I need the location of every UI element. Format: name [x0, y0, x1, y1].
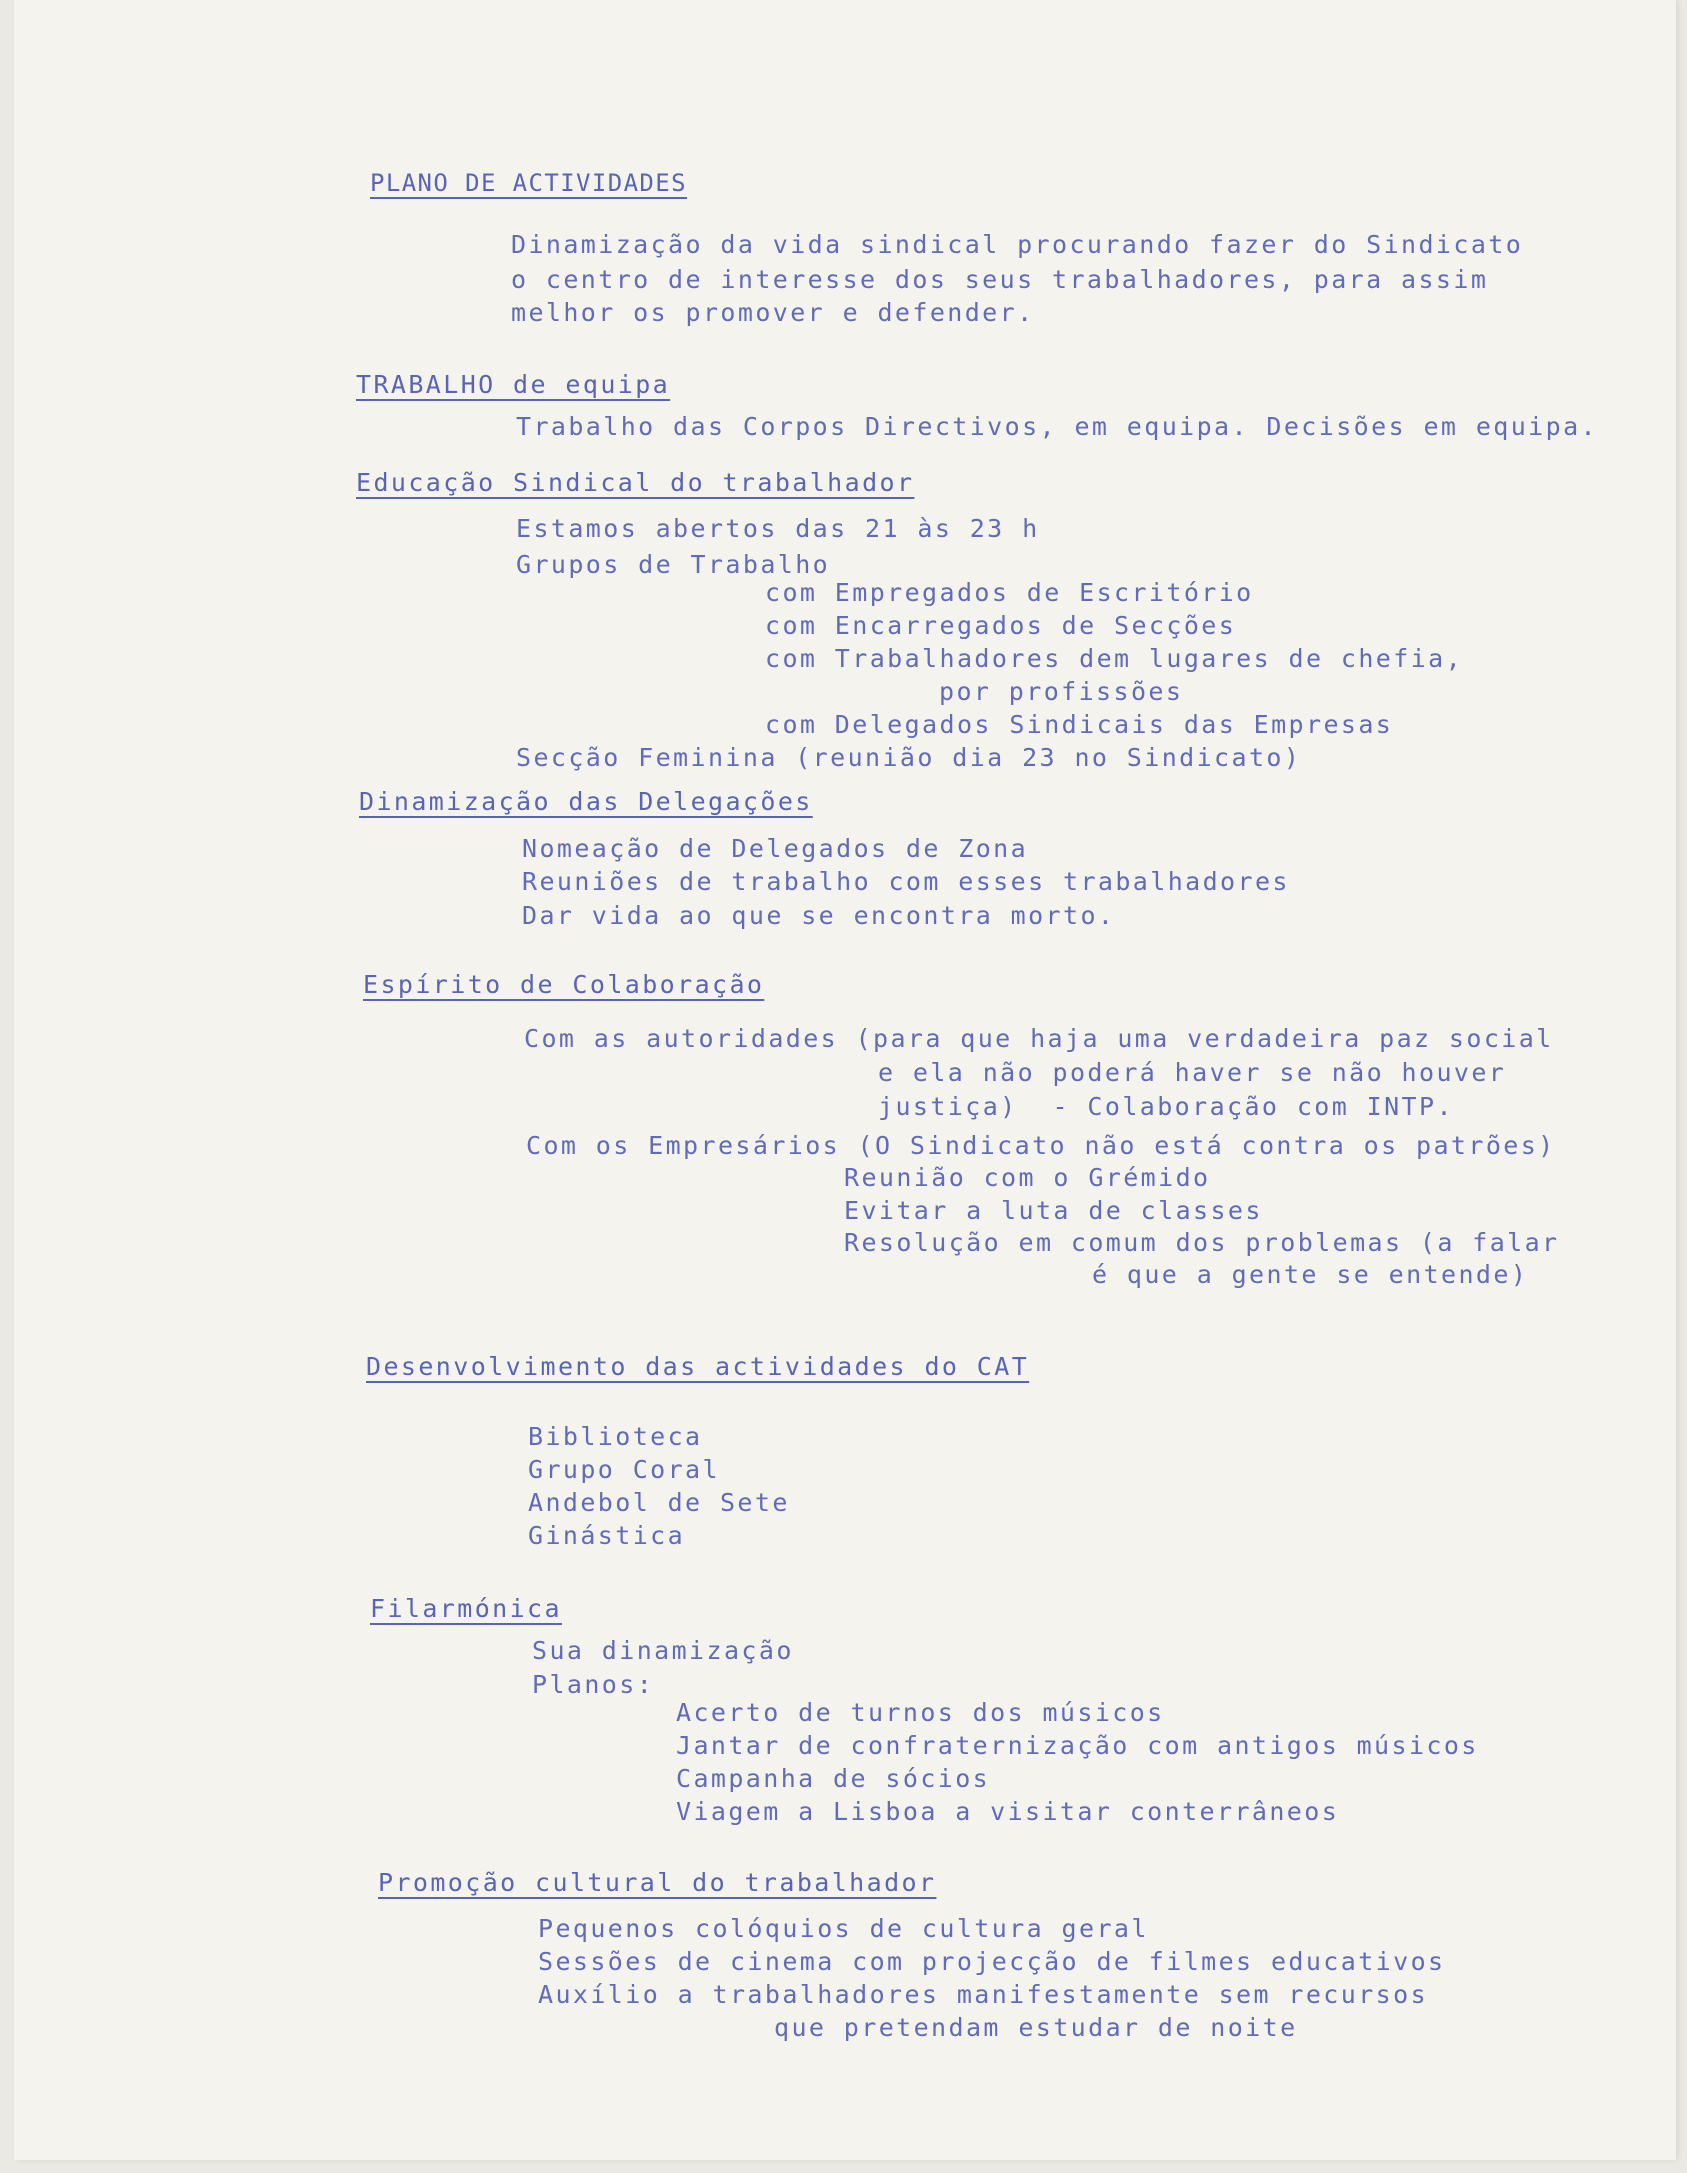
section-line: Grupo Coral	[528, 1455, 720, 1484]
section-heading-delegacoes: Dinamização das Delegações	[359, 787, 813, 816]
section-line: Resolução em comum dos problemas (a falar	[844, 1228, 1560, 1257]
section-line: e ela não poderá haver se não houver	[878, 1058, 1507, 1087]
section-line: Evitar a luta de classes	[844, 1196, 1263, 1225]
section-line: é que a gente se entende)	[1092, 1260, 1529, 1289]
section-heading-cat: Desenvolvimento das actividades do CAT	[366, 1352, 1030, 1381]
section-heading-promocao: Promoção cultural do trabalhador	[378, 1868, 937, 1897]
section-line: Secção Feminina (reunião dia 23 no Sindicato)	[516, 743, 1302, 772]
intro-line: melhor os promover e defender.	[511, 298, 1035, 327]
section-heading-filarmonica: Filarmónica	[370, 1594, 562, 1623]
section-line: que pretendam estudar de noite	[774, 2013, 1298, 2042]
intro-line: Dinamização da vida sindical procurando fazer do Sindicato	[511, 230, 1524, 259]
section-line: Nomeação de Delegados de Zona	[522, 834, 1029, 863]
section-line: Auxílio a trabalhadores manifestamente sem recursos	[538, 1980, 1429, 2009]
section-line: por profissões	[939, 677, 1184, 706]
section-line: justiça) - Colaboração com INTP.	[878, 1092, 1454, 1121]
section-heading-colaboracao: Espírito de Colaboração	[363, 970, 765, 999]
section-line: Estamos abertos das 21 às 23 h	[516, 514, 1040, 543]
section-line: Campanha de sócios	[676, 1764, 991, 1793]
section-line: Sua dinamização	[532, 1636, 794, 1665]
section-line: Viagem a Lisboa a visitar conterrâneos	[676, 1797, 1340, 1826]
section-line: com Encarregados de Secções	[765, 611, 1237, 640]
section-line: Dar vida ao que se encontra morto.	[522, 901, 1116, 930]
section-line: Pequenos colóquios de cultura geral	[538, 1914, 1149, 1943]
section-line: com Delegados Sindicais das Empresas	[765, 710, 1394, 739]
page-title: PLANO DE ACTIVIDADES	[370, 169, 687, 197]
section-line: Andebol de Sete	[528, 1488, 790, 1517]
intro-line: o centro de interesse dos seus trabalhadores, para assim	[511, 265, 1489, 294]
section-line: Acerto de turnos dos músicos	[676, 1698, 1165, 1727]
paper-sheet	[14, 0, 1676, 2160]
section-line: Ginástica	[528, 1521, 686, 1550]
section-heading-equipa: TRABALHO de equipa	[356, 370, 671, 399]
section-line: Com as autoridades (para que haja uma verdadeira paz social	[524, 1024, 1554, 1053]
section-line: Trabalho das Corpos Directivos, em equipa. Decisões em equipa.	[516, 412, 1598, 441]
section-line: Reuniões de trabalho com esses trabalhadores	[522, 867, 1290, 896]
section-line: Planos:	[532, 1670, 655, 1699]
section-line: com Trabalhadores dem lugares de chefia,	[765, 644, 1464, 673]
section-line: Grupos de Trabalho	[516, 550, 831, 579]
section-line: Biblioteca	[528, 1422, 703, 1451]
section-line: Com os Empresários (O Sindicato não está contra os patrões)	[526, 1131, 1556, 1160]
section-line: Reunião com o Grémido	[844, 1163, 1211, 1192]
section-heading-educacao: Educação Sindical do trabalhador	[356, 468, 915, 497]
section-line: Sessões de cinema com projecção de filmes educativos	[538, 1947, 1446, 1976]
section-line: com Empregados de Escritório	[765, 578, 1254, 607]
section-line: Jantar de confraternização com antigos músicos	[676, 1731, 1479, 1760]
